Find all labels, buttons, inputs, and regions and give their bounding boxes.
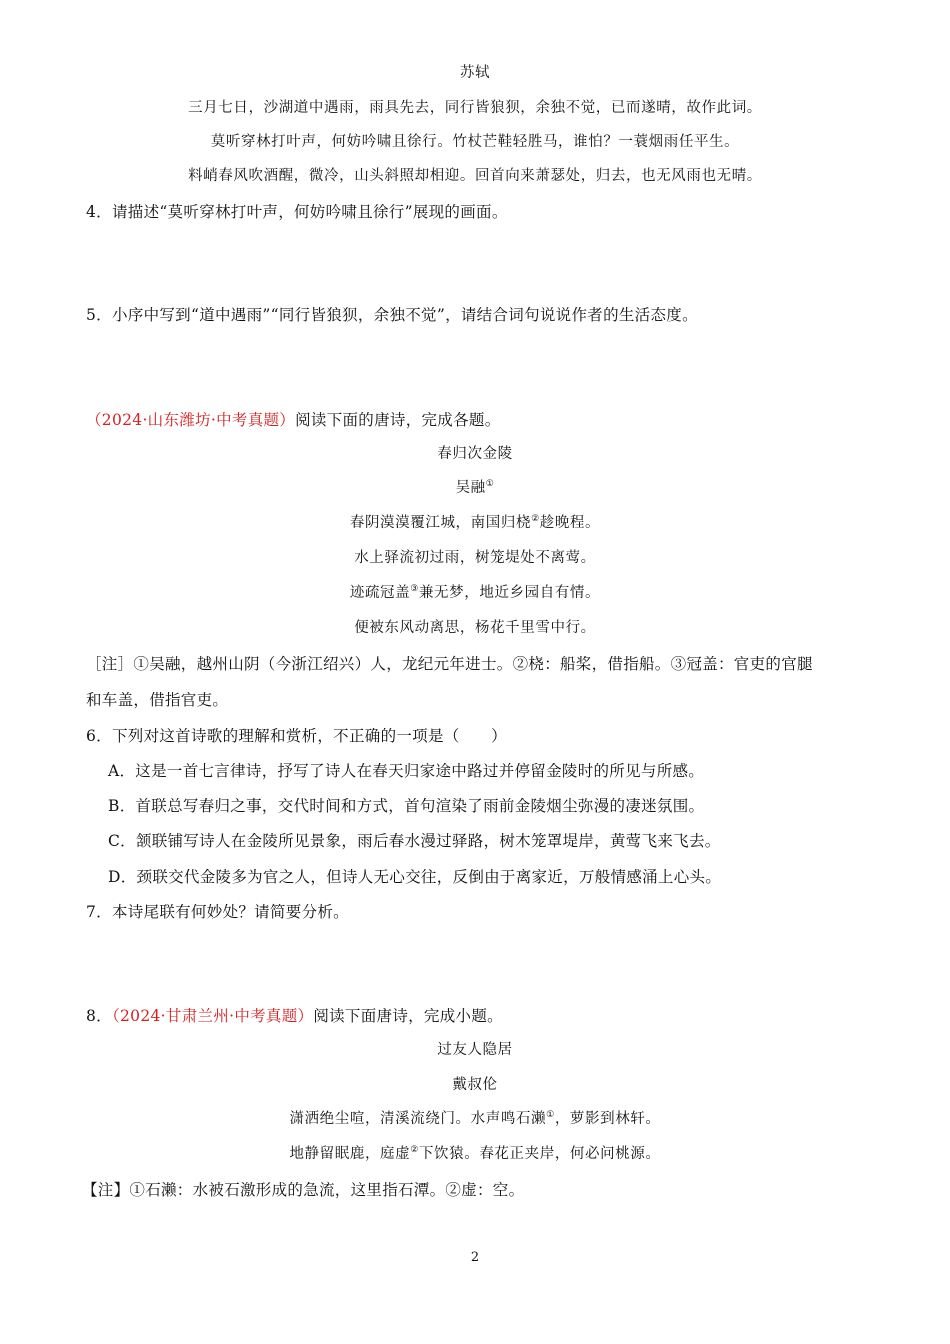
footnote-marker: ② <box>410 1145 419 1155</box>
poem3-line: 地静留眠鹿，庭虚②下饮猿。春花正夹岸，何必问桃源。 <box>289 1145 661 1162</box>
question-number: 5． <box>86 306 112 324</box>
question-number: 8． <box>86 1007 112 1025</box>
question-text: 请描述“莫听穿林打叶声，何妨吟啸且徐行”展现的画面。 <box>111 203 508 221</box>
poem2-line: 水上驿流初过雨，树笼堤处不离莺。 <box>354 550 596 566</box>
section2-header <box>86 411 501 430</box>
poem3-title: 过友人隐居 <box>437 1042 513 1058</box>
question-4 <box>86 203 508 222</box>
exam-source: （2024·山东潍坊·中考真题） <box>86 411 296 429</box>
section-instruction: 阅读下面的唐诗，完成各题。 <box>295 411 501 429</box>
option-d <box>108 868 721 887</box>
option-label: B． <box>108 797 136 815</box>
option-label: C． <box>108 832 136 850</box>
question-text: 小序中写到“道中遇雨”“同行皆狼狈，余独不觉”，请结合词句说说作者的生活态度。 <box>111 306 698 324</box>
question-text: 下列对这首诗歌的理解和赏析，不正确的一项是（ ） <box>111 727 507 745</box>
option-text: 首联总写春归之事，交代时间和方式，首句渲染了雨前金陵烟尘弥漫的凄迷氛围。 <box>135 797 705 815</box>
option-c <box>108 832 721 851</box>
footnote-marker: ① <box>485 479 495 489</box>
poem2-line: 便被东风动离思，杨花千里雪中行。 <box>354 620 596 636</box>
question-5 <box>86 306 698 325</box>
question-8 <box>86 1007 503 1026</box>
poem2-notes-line-2: 和车盖，借指官吏。 <box>86 691 229 709</box>
poem2-line: 春阴漠漠覆江城，南国归桡②趁晚程。 <box>349 514 601 531</box>
poem1-line-2: 料峭春风吹酒醒，微冷，山头斜照却相迎。回首向来萧瑟处，归去，也无风雨也无晴。 <box>188 168 762 184</box>
question-text: 本诗尾联有何妙处？请简要分析。 <box>111 903 349 921</box>
poem3-author: 戴叔伦 <box>452 1077 498 1093</box>
option-text: 颔联铺写诗人在金陵所见景象，雨后春水漫过驿路，树木笼罩堤岸，黄莺飞来飞去。 <box>135 832 721 850</box>
footnote-marker: ① <box>546 1110 555 1120</box>
question-6 <box>86 727 507 746</box>
question-text: 阅读下面唐诗，完成小题。 <box>313 1007 503 1025</box>
option-label: A． <box>108 762 136 780</box>
option-text: 这是一首七言律诗，抒写了诗人在春天归家途中路过并停留金陵时的所见与所感。 <box>135 762 705 780</box>
option-label: D． <box>108 868 137 886</box>
poem2-title: 春归次金陵 <box>437 446 513 462</box>
footnote-marker: ③ <box>410 584 419 594</box>
poem1-line-1: 莫听穿林打叶声，何妨吟啸且徐行。竹杖芒鞋轻胜马，谁怕？一蓑烟雨任平生。 <box>210 134 740 150</box>
poem2-line: 迹疏冠盖③兼无梦，地近乡园自有情。 <box>349 584 601 601</box>
question-7 <box>86 903 349 922</box>
option-text: 颈联交代金陵多为官之人，但诗人无心交往，反倒由于离家近，万般情感涌上心头。 <box>136 868 722 886</box>
option-a <box>108 762 704 781</box>
question-number: 4． <box>86 203 112 221</box>
poem1-preface: 三月七日，沙湖道中遇雨，雨具先去，同行皆狼狈，余独不觉，已而遂晴，故作此词。 <box>188 100 762 116</box>
poem1-author: 苏轼 <box>459 65 491 81</box>
poem3-notes: 【注】①石濑：水被石激形成的急流，这里指石潭。②虚：空。 <box>82 1181 525 1199</box>
question-number: 7． <box>86 903 112 921</box>
footnote-marker: ② <box>531 514 540 524</box>
exam-source: （2024·甘肃兰州·中考真题） <box>111 1007 314 1025</box>
poem2-author: 吴融① <box>455 479 495 496</box>
page-number: 2 <box>470 1250 480 1265</box>
question-number: 6． <box>86 727 112 745</box>
poem3-line: 潇洒绝尘喧，清溪流绕门。水声鸣石濑①，萝影到林轩。 <box>289 1110 661 1127</box>
poem2-notes-line-1: ［注］①吴融，越州山阴（今浙江绍兴）人，龙纪元年进士。②桡：船桨，借指船。③冠盖：官吏的官腿 <box>86 655 813 673</box>
option-b <box>108 797 704 816</box>
